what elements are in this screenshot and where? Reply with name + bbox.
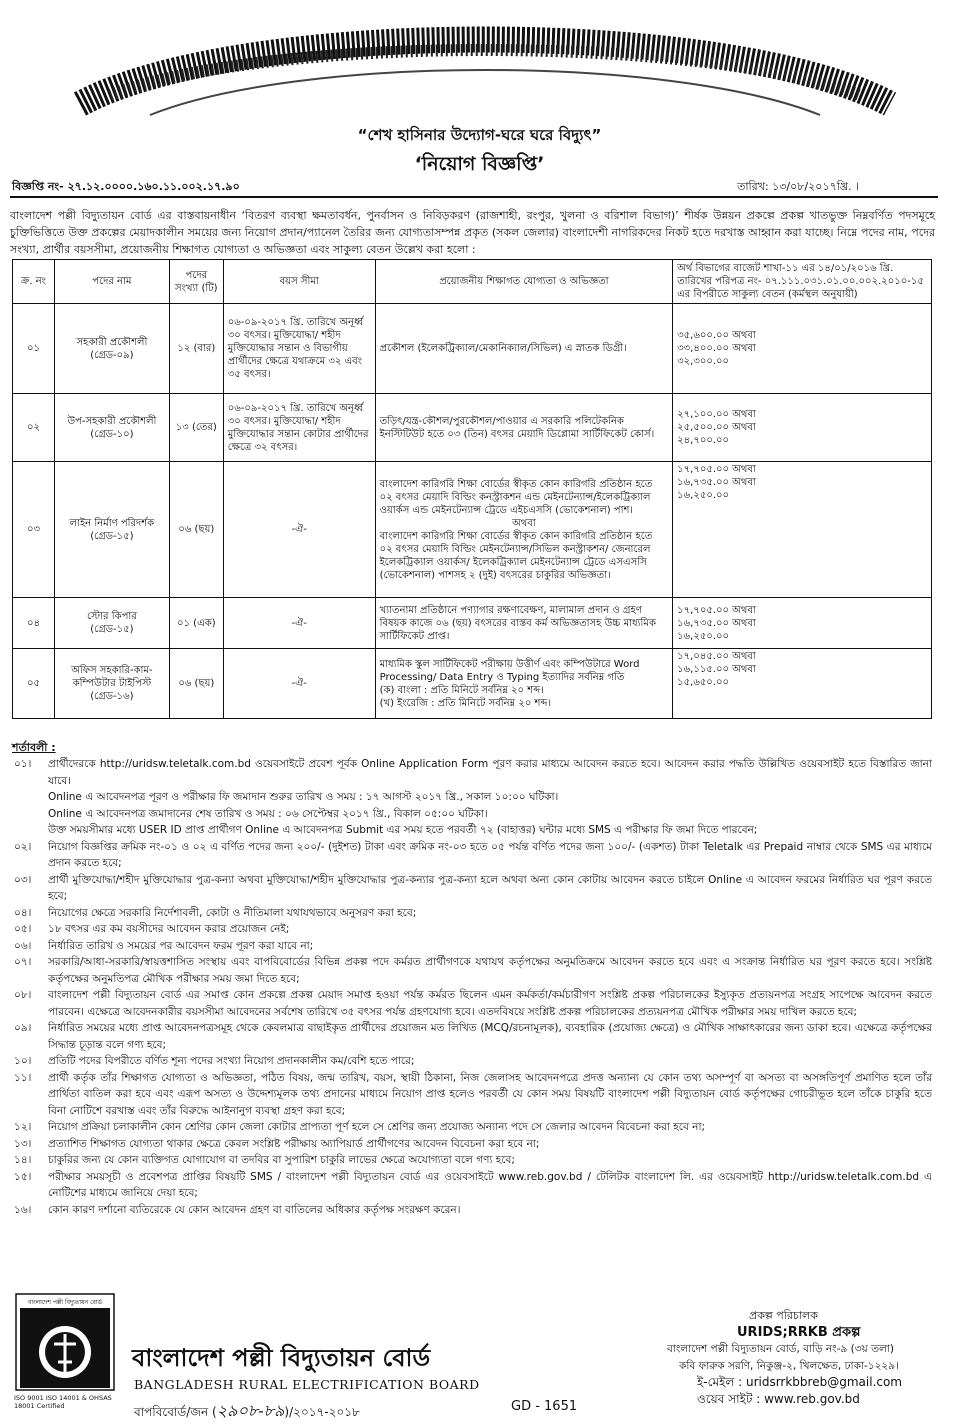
post-name: উপ-সহকারী প্রকৌশলী bbox=[67, 415, 157, 427]
salary-line: ১৭,৭০৫.০০ অথবা bbox=[677, 604, 756, 616]
header-qualification: প্রয়োজনীয় শিক্ষাগত যোগ্যতা ও অভিজ্ঞতা bbox=[375, 260, 673, 304]
condition-text: প্রার্থী মুক্তিযোদ্ধা/শহীদ মুক্তিযোদ্ধার পুত্র-কন্যা অথবা মুক্তিযোদ্ধা/শহীদ মুক্তিযোদ্ধার পুত্র-কন্যার পুত্র-কন্যা হলে অথবা অন্য কোন কোটায় আবেদন করতে চাইলে Online এ আবেদন ফরমের নির্ধারিত ঘর পূরণ করতে হবে; bbox=[48, 873, 932, 902]
logo-caption: বাংলাদেশ পল্লী বিদ্যুতায়ন বোর্ড bbox=[28, 1299, 102, 1306]
condition-text: প্রার্থী কর্তৃক তাঁর শিক্ষাগত যোগ্যতা ও অভিজ্ঞতা, পঠিত বিষয়, জন্ম তারিখ, বয়স, স্থায়ী ঠিকানা, নিজ জেলাসহ আবেদনপত্রে প্রদত্ত অন্যান্য যে কোন তথ্য অসম্পূর্ণ বা অসত্য বা অসঙ্গতিপূর্ণ প্রমাণিত হলে তাঁর প্রার্থিতা বাতিল করা হবে এবং এরূপ অসত্য ও উদ্দেশ্যমূলক তথ্য প্রদানের মাধ্যমে নিয়োগ প্রাপ্ত হলেও পরবর্তী যে কোন সময় বিষয়টি বাংলাদেশ পল্লী বিদ্যুতায়ন বোর্ড কর্তৃপক্ষের গোচরীভূত হলে তাঁকে চাকুরি হতে বিনা নোটিশে বরখাস্ত এবং তাঁর বিরুদ্ধে আইনানুগ ব্যবস্থা গ্রহণ করা হবে; bbox=[48, 1071, 932, 1117]
row-count: ০৬ (ছয়) bbox=[169, 462, 223, 598]
slogan: “শেখ হাসিনার উদ্যোগ-ঘরে ঘরে বিদ্যুৎ” bbox=[357, 126, 602, 144]
salary-line: ১৬,৭৩৫.০০ অথবা bbox=[677, 477, 756, 488]
row-age: ০৬-০৯-২০১৭ খ্রি. তারিখে অনূর্ধ্ব ৩০ বৎসর। মুক্তিযোদ্ধা/ শহীদ মুক্তিযোদ্ধার সন্তান কোটার প্রার্থীদের ক্ষেত্রে ৩২ বৎসর। bbox=[223, 394, 375, 462]
row-salary bbox=[673, 598, 932, 649]
table-row bbox=[13, 394, 932, 462]
post-name: স্টোর কিপার bbox=[87, 611, 137, 622]
typing-speed-bangla: (ক) বাংলা : প্রতি মিনিটে সর্বনিম্ন ২০ শব্দ। bbox=[379, 684, 544, 696]
salary-line: ১৫,৬৫০.০০ bbox=[677, 677, 729, 688]
divider bbox=[10, 196, 938, 198]
address-line: বাংলাদেশ পল্লী বিদ্যুতায়ন বোর্ড, বাড়ি নং-৯ (৩য় তলা) bbox=[667, 1343, 894, 1355]
condition-text: কোন কারণ দর্শানো ব্যতিরেকে যে কোন আবেদন গ্রহণ বা বাতিলের অধিকার কর্তৃপক্ষ সংরক্ষণ করেন। bbox=[48, 1203, 461, 1216]
condition-text: নির্ধারিত তারিখ ও সময়ের পর আবেদন ফরম পূরণ করা যাবে না; bbox=[48, 939, 314, 952]
board-name-bangla: বাংলাদেশ পল্লী বিদ্যুতায়ন বোর্ড bbox=[132, 1344, 431, 1372]
posts-table bbox=[12, 259, 932, 719]
row-age: -ঐ- bbox=[223, 598, 375, 649]
salary-line: ৩৩,৪০০.০০ অথবা bbox=[677, 343, 756, 354]
header-salary: অর্থ বিভাগের বাজেট শাখা-১১ এর ১৪/০১/২০১৬ খ্রি. তারিখের পরিপত্র নং- ০৭.১১১.০৩১.০১.০০.০০২.২০১০-১৫ এর বিপরীতে সাকুল্য বেতন (কর্মস্থল অনুযায়ী) bbox=[673, 260, 932, 304]
condition-item bbox=[14, 1070, 932, 1120]
condition-number: ১২। bbox=[14, 1121, 32, 1133]
condition-number: ১৬। bbox=[14, 1203, 32, 1216]
condition-number: ০১। bbox=[14, 758, 32, 770]
post-grade: (গ্রেড-১০) bbox=[90, 428, 134, 440]
condition-text: Online এ আবেদনপত্র জমাদানের শেষ তারিখ ও সময় : ০৬ সেপ্টেম্বর ২০১৭ খ্রি., বিকাল ০৫:০০ ঘটিকা। bbox=[48, 807, 488, 820]
condition-item bbox=[14, 905, 932, 922]
condition-item bbox=[14, 938, 932, 955]
row-post bbox=[54, 462, 169, 598]
salary-line: ১৭,০৪৫.০০ অথবা bbox=[677, 651, 756, 662]
salary-line: ২৪,৭০০.০০ bbox=[677, 435, 730, 446]
reference-suffix: )/২০১৭-২০১৮ bbox=[284, 1405, 360, 1419]
condition-item bbox=[14, 987, 932, 1020]
row-count: ১৩ (তের) bbox=[169, 394, 223, 462]
row-salary bbox=[673, 304, 932, 394]
table-row bbox=[13, 304, 932, 394]
condition-item bbox=[14, 954, 932, 987]
header-post: পদের নাম bbox=[54, 260, 169, 304]
post-name: অফিস সহকারি-কাম-কম্পিউটার টাইপিস্ট bbox=[71, 665, 153, 689]
condition-item bbox=[14, 872, 932, 905]
condition-text: প্রত্যাশিত শিক্ষাগত যোগ্যতা থাকার ক্ষেত্রে কেবল সংশ্লিষ্ট পরীক্ষায় অ্যাপিয়ার্ড প্রার্থীগণের আবেদন বিবেচনা করা হবে না; bbox=[48, 1137, 540, 1150]
condition-item bbox=[14, 1202, 932, 1219]
row-count: ০৬ (ছয়) bbox=[169, 649, 223, 719]
post-grade: (গ্রেড-১৫) bbox=[90, 624, 134, 635]
qualification-text: মাধ্যমিক স্কুল সার্টিফিকেট পরীক্ষায় উত্তীর্ণ এবং কম্পিউটারে Word Processing/ Data Entry ও Typing ইত্যাদির সর্বনিম্ন গতি bbox=[379, 658, 640, 683]
memo-number: বিজ্ঞপ্তি নং- ২৭.১২.০০০০.১৬০.১১.০০২.১৭.৯০ bbox=[12, 180, 240, 193]
project-name: URIDS;RRKB প্রকল্প bbox=[737, 1324, 861, 1340]
row-age: -ঐ- bbox=[223, 649, 375, 719]
post-grade: (গ্রেড-১৬) bbox=[90, 691, 134, 702]
page-title: ‘নিয়োগ বিজ্ঞপ্তি’ bbox=[414, 153, 545, 175]
intro-paragraph: বাংলাদেশ পল্লী বিদ্যুতায়ন বোর্ড এর বাস্তবায়নাধীন ‘বিতরণ ব্যবস্থা ক্ষমতাবর্ধন, পুনর্বাসন ও নিবিড়করণ (রাজশাহী, রংপুর, খুলনা ও বরিশাল বিভাগ)’ শীর্ষক উন্নয়ন প্রকল্পে প্রকল্প খাতভুক্ত নিম্নবর্ণিত পদসমূহে চুক্তিভিত্তিতে উক্ত প্রকল্পের মেয়াদকালীন সময়ের জন্য নিয়োগ প্রদান/প্যানেল তৈরির জন্য যোগ্যতাসম্পন্ন প্রকৃত (সকল জেলার) বাংলাদেশী নাগরিকদের নিকট হতে দরখাস্ত আহ্বান করা যাচ্ছে। নিম্নে পদের নাম, পদের সংখ্যা, প্রার্থীর বয়সসীমা, প্রয়োজনীয় শিক্ষাগত যোগ্যতা ও অভিজ্ঞতা এবং সাকুল্য বেতন উল্লেখ করা হলো : bbox=[10, 209, 935, 256]
iso-certification: ISO 9001 ISO 14001 & OHSAS 18001 Certified bbox=[14, 1394, 112, 1410]
condition-item bbox=[14, 789, 932, 806]
row-serial: ০৫ bbox=[13, 649, 55, 719]
table-row bbox=[13, 462, 932, 598]
row-qualification: প্রকৌশল (ইলেকট্রিক্যাল/মেকানিক্যাল/সিভিল) এ স্নাতক ডিগ্রী। bbox=[375, 304, 673, 394]
post-grade: (গ্রেড-১৫) bbox=[90, 530, 134, 542]
condition-text: চাকুরির জন্য যে কোন ব্যক্তিগত যোগাযোগ বা তদবির বা সুপারিশ চাকুরি লাভের ক্ষেত্রে অযোগ্যতা বলে গণ্য হবে; bbox=[48, 1154, 515, 1166]
header-serial: ক্র. নং bbox=[13, 260, 55, 304]
condition-number: ১০। bbox=[14, 1055, 32, 1067]
website-link[interactable]: ওয়েব সাইট : www.reb.gov.bd bbox=[697, 1391, 860, 1406]
row-salary bbox=[673, 649, 932, 719]
header-age: বয়স সীমা bbox=[223, 260, 375, 304]
decorative-banner-image bbox=[70, 0, 900, 125]
row-serial: ০৩ bbox=[13, 462, 55, 598]
condition-text: প্রার্থীদেরকে http://uridsw.teletalk.com.bd ওয়েবসাইটে প্রবেশ পূর্বক Online Application Form পূরণ করার মাধ্যমে আবেদন করতে হবে। আবেদন করার পদ্ধতি উল্লিখিত ওয়েবসাইট হতে বিস্তারিত জানা যাবে। bbox=[48, 758, 932, 787]
condition-number: ১৩। bbox=[14, 1137, 32, 1150]
condition-text: পরীক্ষার সময়সূচী ও প্রবেশপত্র প্রাপ্তির বিষয়টি SMS / বাংলাদেশ পল্লী বিদ্যুতায়ন বোর্ড এর ওয়েবসাইটে www.reb.gov.bd / টেলিটক বাংলাদেশ লি. এর ওয়েবসাইট http://uridsw.teletalk.com.bd এ নোটিশের মাধ্যমে জানিয়ে দেয়া হবে; bbox=[48, 1170, 932, 1199]
typing-speed-english: (খ) ইংরেজি : প্রতি মিনিটে সর্বনিম্ন ২০ শব্দ। bbox=[379, 697, 552, 709]
reference-prefix: বাপবিবোর্ড/জন ( bbox=[134, 1405, 217, 1419]
condition-item bbox=[14, 1053, 932, 1070]
row-age: -ঐ- bbox=[223, 462, 375, 598]
issue-date: তারিখ: ১৩/০৮/২০১৭খ্রি. । bbox=[737, 180, 859, 193]
table-row bbox=[13, 649, 932, 719]
row-qualification bbox=[375, 649, 673, 719]
condition-number: ০৭। bbox=[14, 956, 32, 968]
condition-number: ১১। bbox=[14, 1071, 32, 1084]
salary-line: ৩৫,৬০০.০০ অথবা bbox=[677, 330, 756, 341]
condition-item bbox=[14, 921, 932, 938]
conditions-title: শর্তাবলী : bbox=[12, 741, 56, 754]
post-grade: (গ্রেড-০৯) bbox=[90, 349, 134, 361]
post-name: লাইন নির্মাণ পরিদর্শক bbox=[69, 517, 155, 529]
row-serial: ০২ bbox=[13, 394, 55, 462]
condition-item bbox=[14, 1152, 932, 1169]
salary-line: ১৬,৭৩৫.০০ অথবা bbox=[677, 617, 756, 629]
salary-line: ৩২,৩০০.০০ bbox=[677, 356, 730, 367]
condition-number: ০২। bbox=[14, 840, 32, 853]
signatory-title: প্রকল্প পরিচালক bbox=[749, 1309, 818, 1322]
condition-text: ১৮ বৎসর এর কম বয়সীদের আবেদন করার প্রয়োজন নেই; bbox=[48, 923, 290, 935]
condition-number: ০৮। bbox=[14, 989, 32, 1001]
row-count: ১২ (বার) bbox=[169, 304, 223, 394]
condition-number: ০৯। bbox=[14, 1022, 32, 1034]
condition-number: ০৩। bbox=[14, 873, 32, 886]
condition-text: নিয়োগ প্রক্রিয়া চলাকালীন কোন শ্রেণির কোন জেলা কোটার প্রাপ্যতা পূর্ণ হলে সে শ্রেণির জন্য প্রযোজ্য অন্যান্য পদে সে জেলার আবেদন বিবেচনা করা হবে না; bbox=[48, 1121, 706, 1133]
salary-line: ২৫,৫০০.০০ অথবা bbox=[677, 422, 756, 433]
condition-item bbox=[14, 806, 932, 823]
condition-text: নিয়োগের ক্ষেত্রে সরকারি নির্দেশাবলী, কোটা ও নীতিমালা যথাযথভাবে অনুসরণ করা হবে; bbox=[48, 906, 417, 919]
row-qualification: তড়িৎ/যন্ত্র-কৌশল/পুরকৌশল/পাওয়ার এ সরকারি পলিটেকনিক ইনস্টিটিউট হতে ০৩ (তিন) বৎসর মেয়াদি ডিপ্লোমা সার্টিফিকেট কোর্স। bbox=[375, 394, 673, 462]
table-header-row bbox=[13, 260, 932, 304]
row-salary bbox=[673, 394, 932, 462]
gd-number: GD - 1651 bbox=[511, 1399, 578, 1414]
signatory-block bbox=[667, 1308, 927, 1407]
row-salary bbox=[673, 462, 932, 598]
condition-item bbox=[14, 1119, 932, 1136]
condition-text: Online এ আবেদনপত্র পূরণ ও পরীক্ষার ফি জমাদান শুরুর তারিখ ও সময় : ১৭ আগস্ট ২০১৭ খ্রি., সকাল ১০:০০ ঘটিকা। bbox=[48, 791, 559, 803]
header-count: পদের সংখ্যা (টি) bbox=[169, 260, 223, 304]
condition-item bbox=[14, 1020, 932, 1053]
or-label: অথবা bbox=[512, 517, 536, 529]
condition-item bbox=[14, 839, 932, 872]
qualification-option: বাংলাদেশ কারিগরি শিক্ষা বোর্ডের স্বীকৃত কোন কারিগরি প্রতিষ্ঠান হতে ০২ বৎসর মেয়াদি বিল্ডিং মেইনটেন্যান্স/সিভিল কনস্ট্রাকশন/ জেনারেল ইলেকট্রিক্যাল ওয়ার্কস/ ইলেকট্রিক্যাল মেইনটেন্যান্স ট্রেডে এসএসসি (ভোকেশনাল) পাশসহ ২ (দুই) বৎসরের চাকুরির অভিজ্ঞতা। bbox=[379, 530, 653, 581]
table-row bbox=[13, 598, 932, 649]
condition-text: নিয়োগ বিজ্ঞপ্তির ক্রমিক নং-০১ ও ০২ এ বর্ণিত পদের জন্য ২০০/- (দুইশত) টাকা এবং ক্রমিক নং-০৩ হতে ০৫ পর্যন্ত বর্ণিত পদের জন্য ১০০/- (একশত) টাকা Teletalk এর Prepaid নাম্বার থেকে SMS এর মাধ্যমে প্রদান করতে হবে; bbox=[48, 840, 932, 869]
condition-item bbox=[14, 756, 932, 789]
condition-item bbox=[14, 822, 932, 839]
condition-number: ১৪। bbox=[14, 1154, 32, 1166]
board-name-english: BANGLADESH RURAL ELECTRIFICATION BOARD bbox=[134, 1377, 480, 1392]
salary-line: ১৬,১১৫.০০ অথবা bbox=[677, 664, 756, 675]
reb-logo-icon bbox=[14, 1292, 116, 1392]
row-post bbox=[54, 304, 169, 394]
conditions-list bbox=[14, 756, 932, 1218]
condition-number: ০৪। bbox=[14, 906, 32, 919]
condition-number: ১৫। bbox=[14, 1170, 32, 1183]
salary-line: ১৬,২৫০.০০ bbox=[677, 630, 730, 642]
condition-item bbox=[14, 1136, 932, 1153]
row-post bbox=[54, 394, 169, 462]
condition-number: ০৬। bbox=[14, 939, 32, 952]
salary-line: ২৭,১০০.০০ অথবা bbox=[677, 409, 756, 420]
email-link[interactable]: ই-মেইল : uridsrrkbbreb@gmail.com bbox=[697, 1375, 902, 1389]
condition-text: প্রতিটি পদের বিপরীতে বর্ণিত শূন্য পদের সংখ্যা নিয়োগ প্রদানকালীন কম/বেশি হতে পারে; bbox=[48, 1055, 415, 1067]
post-name: সহকারী প্রকৌশলী bbox=[76, 336, 148, 348]
condition-text: সরকারি/আধা-সরকারি/স্বায়ত্তশাসিত সংস্থায় এবং বাপবিবোর্ডের বিভিন্ন প্রকল্প পদে কর্মরত প্রার্থীগণকে যথাযথ কর্তৃপক্ষের অনুমতিক্রমে আবেদন করতে হবে এবং এ সংক্রান্ত নির্ধারিত ঘর পূরণ করতে হবে। সংশ্লিষ্ট কর্তৃপক্ষের অনুমতিপত্র মৌখিক পরীক্ষার সময় জমা দিতে হবে; bbox=[48, 956, 932, 985]
row-qualification: খ্যাতনামা প্রতিষ্ঠানে পণ্যাগার রক্ষণাবেক্ষণ, মালামাল প্রদান ও গ্রহণ বিষয়ক কাজে ০৬ (ছয়) বৎসরের বাস্তব কর্ম অভিজ্ঞতাসহ উচ্চ মাধ্যমিক সার্টিফিকেট প্রাপ্ত। bbox=[375, 598, 673, 649]
row-age: ০৬-০৯-২০১৭ খ্রি. তারিখে অনূর্ধ্ব ৩০ বৎসর। মুক্তিযোদ্ধা/ শহীদ মুক্তিযোদ্ধার সন্তান ও বিভাগীয় প্রার্থীদের ক্ষেত্রে যথাক্রমে ৩২ এবং ৩৫ বৎসর। bbox=[223, 304, 375, 394]
handwritten-number: ২৯০৮-৮৯ bbox=[216, 1401, 285, 1420]
condition-text: বাংলাদেশ পল্লী বিদ্যুতায়ন বোর্ড এর সমাপ্ত কোন প্রকল্পে প্রকল্প মেয়াদ সমাপ্ত হওয়া পর্যন্ত কর্মরত ছিলেন এমন কর্মকর্তা/কর্মচারীগণ সংশ্লিষ্ট প্রকল্প পরিচালকের ইস্যুকৃত প্রত্যয়নপত্র সংগ্রহ সাপেক্ষে আবেদন করতে পারবেন। এক্ষেত্রে আবেদনকারীর বয়সসীমা আবেদনের সর্বশেষ তারিখে ৩৫ বৎসর পর্যন্ত গ্রহণযোগ্য হবে। এতদবিষয়ে সংশ্লিষ্ট প্রকল্প পরিচালকের প্রত্যয়নপত্র মৌখিক পরীক্ষার সময় দাখিল করতে হবে; bbox=[48, 989, 932, 1018]
condition-number: ০৫। bbox=[14, 923, 32, 935]
salary-line: ১৬,২৫০.০০ bbox=[677, 490, 730, 501]
condition-item bbox=[14, 1169, 932, 1202]
row-post bbox=[54, 598, 169, 649]
row-qualification bbox=[375, 462, 673, 598]
row-count: ০১ (এক) bbox=[169, 598, 223, 649]
row-serial: ০১ bbox=[13, 304, 55, 394]
row-post bbox=[54, 649, 169, 719]
condition-text: নির্ধারিত সময়ের মধ্যে প্রাপ্ত আবেদনপত্রসমূহ থেকে কেবলমাত্র বাছাইকৃত প্রার্থীদের প্রয়োজন মত লিখিত (MCQ/রচনামূলক), ব্যবহারিক (প্রযোজ্য ক্ষেত্রে) ও মৌখিক সাক্ষাৎকারের জন্য ডাকা হবে। এক্ষেত্রে কর্তৃপক্ষের সিদ্ধান্ত চূড়ান্ত বলে গণ্য হবে; bbox=[48, 1022, 932, 1051]
salary-line: ১৭,৭০৫.০০ অথবা bbox=[677, 464, 756, 475]
address-line: কবি ফারুক সরণি, নিকুঞ্জ-২, খিলক্ষেত, ঢাকা-১২২৯। bbox=[679, 1359, 899, 1372]
row-serial: ০৪ bbox=[13, 598, 55, 649]
qualification-option: বাংলাদেশ কারিগরি শিক্ষা বোর্ডের স্বীকৃত কোন কারিগরি প্রতিষ্ঠান হতে ০২ বৎসর মেয়াদি বিল্ডিং কনস্ট্রাকশন এন্ড মেইনটেন্যান্স/ইলেকট্রিক্যাল ওয়ার্কস এন্ড মেইনটেন্যান্স ট্রেডে এইচএসসি (ভোকেশনাল) পাশ। bbox=[379, 478, 653, 516]
condition-text: উক্ত সময়সীমার মধ্যে USER ID প্রাপ্ত প্রার্থীগণ Online এ আবেদনপত্র Submit এর সময় হতে পরবর্তী ৭২ (বাহাত্তর) ঘন্টার মধ্যে SMS এ পরীক্ষার ফি জমা দিতে পারবেন; bbox=[48, 824, 758, 836]
